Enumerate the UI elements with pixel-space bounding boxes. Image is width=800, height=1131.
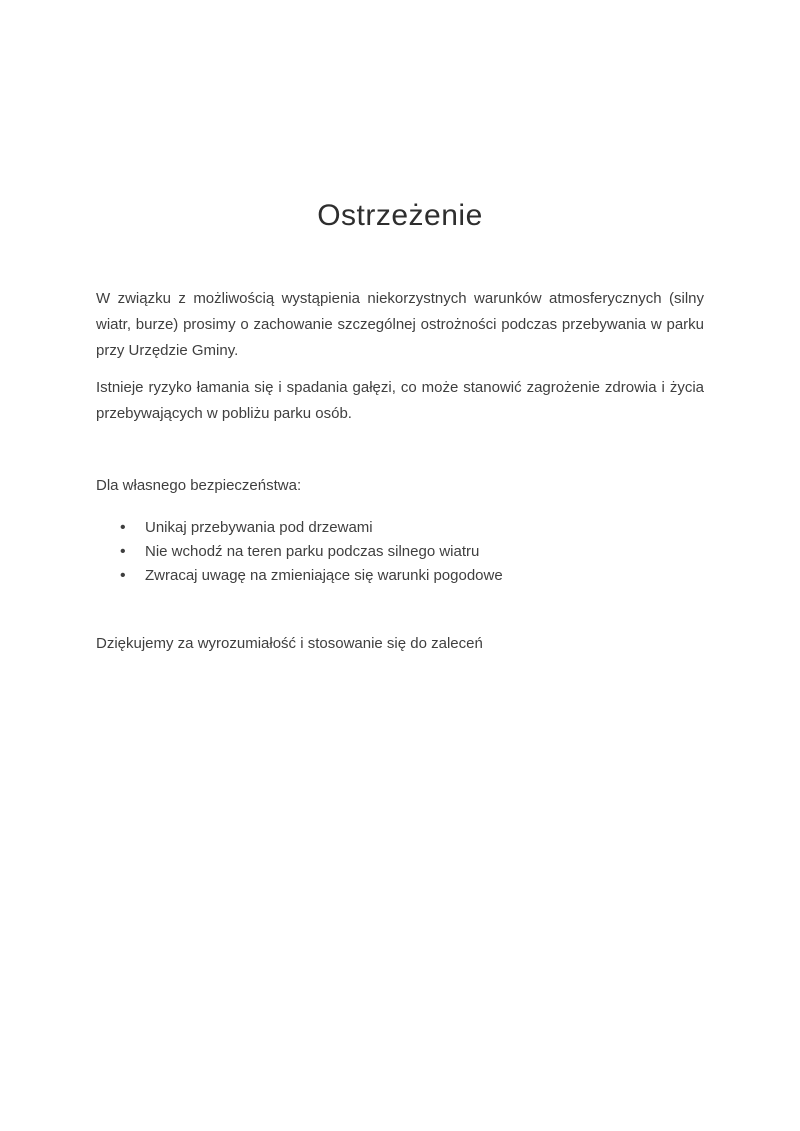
document-title: Ostrzeżenie	[317, 199, 483, 232]
closing-line: Dziękujemy za wyrozumiałość i stosowanie się do zaleceń	[96, 635, 483, 652]
warning-paragraph-2: Istnieje ryzyko łamania się i spadania gałęzi, co może stanowić zagrożenie zdrowia i życia przebywających w pobliżu parku osób.	[96, 379, 704, 422]
safety-list-item-3: • Zwracaj uwagę na zmieniające się warunki pogodowe	[96, 564, 704, 588]
safety-list-intro: Dla własnego bezpieczeństwa:	[96, 477, 302, 494]
safety-list	[96, 516, 704, 588]
warning-paragraph-1: W związku z możliwością wystąpienia niekorzystnych warunków atmosferycznych (silny wiatr, burze) prosimy o zachowanie szczególnej ostrożności podczas przebywania w parku przy Urzędzie Gminy.	[96, 290, 704, 359]
safety-list-item-2: • Nie wchodź na teren parku podczas silnego wiatru	[96, 540, 704, 564]
safety-list-item-1: • Unikaj przebywania pod drzewami	[96, 516, 704, 540]
